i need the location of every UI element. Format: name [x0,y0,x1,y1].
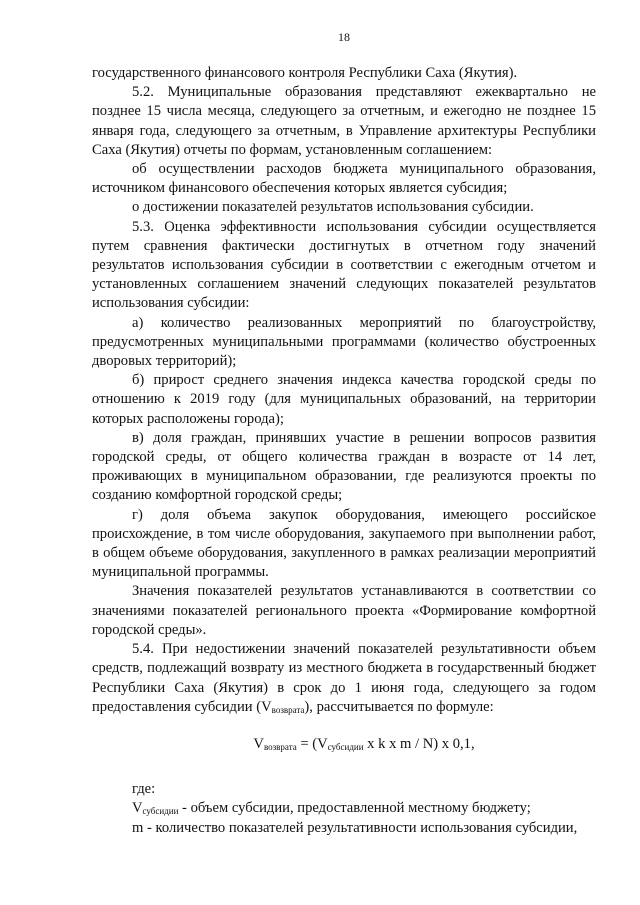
definition-symbol: V [132,800,143,817]
definition-symbol: m [132,819,144,836]
formula-v: V [253,735,264,752]
paragraph-report-expenses: об осуществлении расходов бюджета муниципального образования, источником финансового обеспечения которых является субсидия; [92,161,596,197]
paragraph-5-4-tail: ), рассчитывается по формуле: [304,698,494,715]
paragraph-5-3: 5.3. Оценка эффективности использования субсидии осуществляется путем сравнения фактически достигнутых в отчетном году значений результатов использования субсидии в соответствии с ежегодным отчетом и установленных соглашением значений следующих показателей результатов использования субсидии: [92,218,596,312]
paragraph-item-v: в) доля граждан, принявших участие в решении вопросов развития городской среды, от общего количества граждан в возрасте от 14 лет, проживающих в муниципальном образовании, где реализуются проекты по созданию комфортной городской среды; [92,429,596,504]
formula-sub-return: возврата [263,741,297,752]
paragraph-indicator-values: Значения показателей результатов устанавливаются в соответствии со значениями показателей регионального проекта «Формирование комфортной городской среды». [92,583,596,638]
definition-text: - объем субсидии, предоставленной местному бюджету; [178,800,531,817]
paragraph-5-4 [92,640,596,717]
paragraph-item-g: г) доля объема закупок оборудования, имеющего российское происхождение, в том числе оборудования, закупаемого при выполнении работ, в общем объеме оборудования, закупленного в рамках реализации мероприятий муниципальной программы. [92,506,596,581]
v-return-subscript: возврата [271,704,305,715]
formula-middle: = (V [296,735,328,752]
paragraph-item-b: б) прирост среднего значения индекса качества городской среды по отношению к 2019 году (для муниципальных образований, на территории которых расположены города); [92,372,596,427]
definition-text: - количество показателей результативности использования субсидии, [143,819,578,836]
page-number: 18 [338,30,350,44]
formula-sub-subsidy: субсидии [327,741,364,752]
paragraph-5-2: 5.2. Муниципальные образования представляют ежеквартально не позднее 15 числа месяца, следующего за отчетным, и ежегодно не позднее 15 января года, следующего за отчетным, в Управление архитектуры Республики Саха (Якутия) отчеты по формам, установленным соглашением: [92,84,596,158]
paragraph-5-4-text: 5.4. При недостижении значений показателей результативности объем средств, подлежащий возврату из местного бюджета в государственный бюджет Республики Саха (Якутия) в срок до 1 июня года, следующего за годом предоставления субсидии (V [92,641,596,715]
definition-subscript: субсидии [142,806,179,817]
definition-v-subsidy [92,799,596,818]
paragraph-continuation: государственного финансового контроля Республики Саха (Якутия). [92,65,518,81]
where-label: где: [132,781,156,798]
definition-m [92,819,596,838]
formula-rest: x k x m / N) x 0,1, [363,735,475,752]
paragraph-item-a: а) количество реализованных мероприятий по благоустройству, предусмотренных муниципальными программами (количество обустроенных дворовых территорий); [92,314,596,370]
paragraph-report-indicators: о достижении показателей результатов использования субсидии. [132,199,534,216]
formula [132,735,596,754]
